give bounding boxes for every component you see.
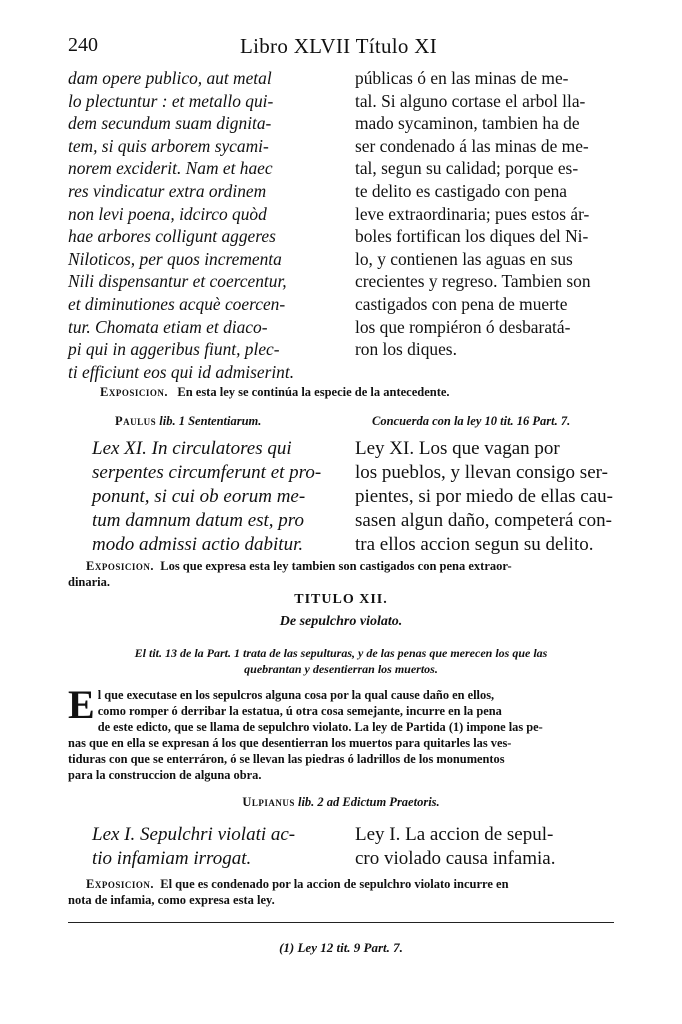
latin-line: tum damnum datum est, pro (92, 510, 304, 531)
spanish-line: ron los diques. (355, 339, 457, 360)
latin-line: ponunt, si cui ob eorum me- (92, 486, 306, 507)
spanish-line: tal. Si alguno cortase el arbol lla- (355, 90, 586, 111)
exposicion-line: dinaria. (68, 575, 111, 589)
latin-line: lo plectuntur : et metallo qui- (68, 90, 274, 111)
spanish-line: ser condenado á las minas de me- (355, 135, 589, 156)
intro-line: l que executase en los sepulcros alguna cosa por la qual cause daño en ellos, (97, 688, 495, 702)
spanish-line: boles fortifican los diques del Ni- (355, 226, 589, 247)
drop-cap: E (68, 682, 95, 727)
spanish-line: tra ellos accion segun su delito. (355, 534, 594, 555)
latin-line: ti efficiunt eos qui id admiserint. (68, 361, 295, 382)
footnote: (1) Ley 12 tit. 9 Part. 7. (279, 940, 403, 955)
spanish-line: castigados con pena de muerte (355, 293, 568, 314)
exposicion-text: Los que expresa esta ley tambien son castigados con pena extraor- (160, 559, 512, 573)
latin-line: et diminutiones acquè coercen- (68, 293, 286, 314)
spanish-line: Ley XI. Los que vagan por (355, 438, 560, 459)
spanish-line: sasen algun daño, competerá con- (355, 510, 612, 531)
exposicion-line: nota de infamia, como expresa esta ley. (68, 893, 275, 907)
latin-line: tur. Chomata etiam et diaco- (68, 316, 268, 337)
latin-line: hae arbores colligunt aggeres (68, 226, 276, 247)
lex1-source (68, 794, 614, 810)
lex1-spanish (355, 823, 620, 871)
intro-line: como romper ó derribar la estatua, ú otra cosa semejante, incurre en la pena (97, 704, 502, 718)
latin-line: Lex XI. In circulatores qui (92, 438, 292, 459)
note-line: quebrantan y desentierran los muertos. (244, 662, 438, 676)
footnote-rule (68, 922, 614, 923)
exposicion-3 (68, 876, 620, 908)
spanish-line: leve extraordinaria; pues estos ár- (355, 203, 590, 224)
spanish-line: públicas ó en las minas de me- (355, 68, 569, 88)
spanish-line: los pueblos, y llevan consigo ser- (355, 462, 608, 483)
intro-line: de este edicto, que se llama de sepulchro violato. La ley de Partida (1) impone las pe- (97, 720, 543, 734)
latin-line: serpentes circumferunt et pro- (92, 462, 322, 483)
latin-line: Lex I. Sepulchri violati ac- (92, 824, 296, 845)
exposicion-label: Exposicion. (100, 385, 168, 399)
exposicion-1 (100, 384, 620, 400)
spanish-line: Ley I. La accion de sepul- (355, 824, 554, 845)
latin-line: tem, si quis arborem sycami- (68, 135, 269, 156)
latin-line: Niloticos, per quos incrementa (68, 248, 282, 269)
latin-line: res vindicatur extra ordinem (68, 180, 267, 201)
intro-line: tiduras con que se enterráron, ó se llevan las piedras ó ladrillos de los monumentos (68, 752, 505, 766)
intro-line: nas que en ella se expresan á los que desentierran los muertos para quitarles las ves- (68, 736, 512, 750)
lex11-latin (92, 437, 342, 557)
exposicion-text: En esta ley se continúa la especie de la antecedente. (177, 385, 450, 399)
latin-line: dem secundum suam dignita- (68, 113, 272, 134)
source-author: Ulpianus (242, 795, 295, 809)
latin-line: Nili dispensantur et coercentur, (68, 271, 287, 292)
lex11-spanish (355, 437, 620, 557)
source-author: Paulus (115, 414, 157, 428)
spanish-line: pientes, si por miedo de ellas cau- (355, 486, 614, 507)
exposicion-line (68, 558, 620, 574)
latin-line: pi qui in aggeribus fiunt, plec- (68, 339, 280, 360)
exposicion-label: Exposicion. (86, 877, 154, 891)
lex11-source-latin (115, 413, 261, 429)
latin-line: modo admissi actio dabitur. (92, 534, 304, 555)
latin-line: tio infamiam irrogat. (92, 848, 252, 869)
spanish-line: te delito es castigado con pena (355, 180, 567, 201)
spanish-line: cro violado causa infamia. (355, 848, 556, 869)
intro-paragraph (68, 682, 620, 783)
note-line: El tit. 13 de la Part. 1 trata de las sepulturas, y de las penas que merecen los que las (134, 646, 548, 660)
spanish-line: tal, segun su calidad; porque es- (355, 158, 579, 179)
titulo-note (68, 645, 614, 677)
exposicion-label: Exposicion. (86, 559, 154, 573)
spanish-line: lo, y contienen las aguas en sus (355, 248, 573, 269)
source-work: lib. 1 Sententiarum. (159, 414, 262, 428)
lex11-source-spanish: Concuerda con la ley 10 tit. 16 Part. 7. (372, 414, 571, 428)
spanish-line: crecientes y regreso. Tambien son (355, 271, 591, 292)
source-work: lib. 2 ad Edictum Praetoris. (297, 795, 440, 809)
latin-line: norem exciderit. Nam et haec (68, 158, 273, 179)
intro-line: para la construccion de alguna obra. (68, 768, 262, 782)
exposicion-line (68, 876, 620, 892)
lex1-latin (92, 823, 342, 871)
latin-line: dam opere publico, aut metal (68, 68, 272, 88)
titulo-subheading: De sepulchro violato. (279, 614, 403, 629)
titulo-heading: TITULO XII. (294, 592, 388, 607)
latin-line: non levi poena, idcirco quòd (68, 203, 267, 224)
spanish-line: los que rompiéron ó desbaratá- (355, 316, 571, 337)
spanish-column-top (355, 67, 620, 361)
page-number: 240 (68, 34, 98, 56)
latin-column-top (68, 67, 338, 383)
spanish-line: mado sycaminon, tambien ha de (355, 113, 580, 134)
running-title: Libro XLVII Título XI (240, 34, 438, 58)
exposicion-text: El que es condenado por la accion de sepulchro violato incurre en (160, 877, 509, 891)
exposicion-2 (68, 558, 620, 590)
